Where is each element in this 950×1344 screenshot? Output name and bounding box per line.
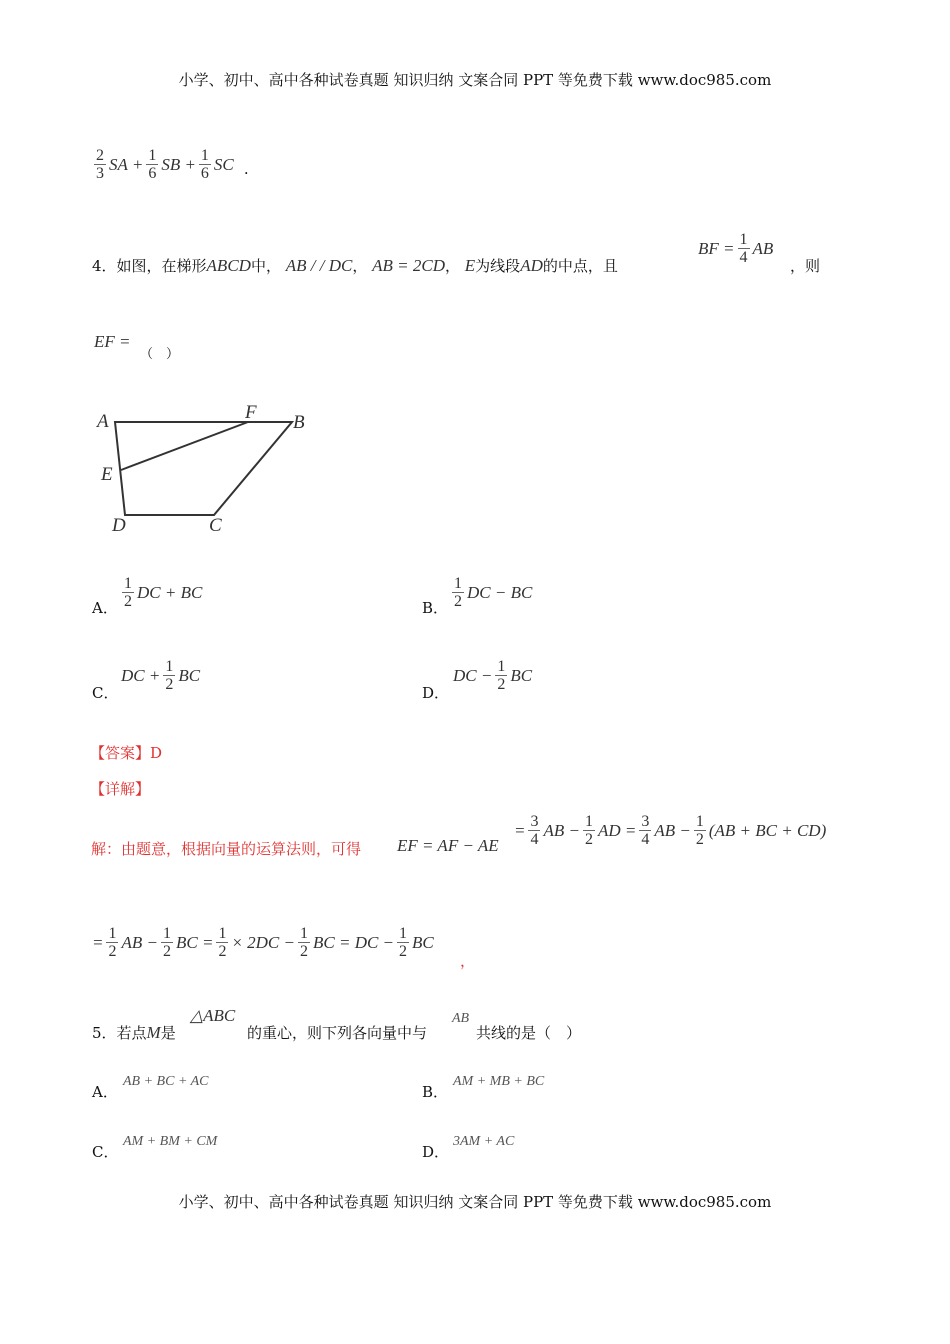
trapezoid-figure [90, 398, 320, 540]
fraction [694, 813, 706, 848]
detail-tag: 【详解】 [90, 780, 151, 798]
q4-option-d-label: D． [422, 684, 450, 702]
q5-option-d-label: D． [422, 1143, 450, 1161]
fraction [583, 813, 595, 848]
math-term: AB − [121, 932, 158, 952]
fraction [106, 925, 118, 960]
math-term: (AB + BC + CD) [708, 820, 827, 840]
math-term: BC [178, 665, 201, 685]
q4-option-a [120, 573, 203, 610]
denominator: 3 [96, 165, 104, 182]
label-c: C [209, 515, 222, 536]
denominator: 2 [497, 676, 506, 693]
label-a: A [97, 411, 109, 432]
fraction [397, 925, 409, 960]
answer-line: 【答案】D [90, 744, 163, 762]
numerator: 1 [584, 813, 593, 830]
q4-option-b-label: B． [422, 599, 449, 617]
denominator: 2 [218, 943, 227, 960]
math-term: BC = [175, 932, 214, 952]
fraction [298, 925, 310, 960]
math-term: = [92, 932, 104, 952]
label-b: B [293, 412, 305, 433]
fraction [495, 658, 507, 693]
page-header: 小学、初中、高中各种试卷真题 知识归纳 文案合同 PPT 等免费下载 www.doc985.com [178, 71, 772, 89]
solution-formula-2 [513, 813, 827, 848]
math-term: BC [510, 665, 533, 685]
numerator: 3 [641, 813, 650, 830]
math-term: × 2DC − [231, 932, 295, 952]
math-term: BC [412, 932, 434, 952]
numerator: 1 [454, 575, 462, 592]
math-term: AD = [597, 820, 637, 840]
numerator: 1 [300, 925, 308, 942]
segment-ef [121, 422, 248, 470]
fraction [94, 147, 106, 182]
numerator: 3 [530, 813, 539, 830]
math-term: DC − BC [467, 582, 533, 602]
numerator: 1 [148, 147, 157, 164]
numerator: 1 [739, 231, 748, 248]
prev-answer-formula: $\frac{2}{3}$ SA + $\frac{1}{6}$ SB + $\frac{1}{6}$ SC . [96, 147, 249, 182]
q5-option-b [452, 1070, 545, 1090]
q5-option-a [122, 1070, 210, 1090]
denominator: 2 [124, 593, 132, 610]
math-term: = [514, 820, 526, 840]
denominator: 2 [300, 943, 308, 960]
q4-ef: EF = [94, 332, 131, 351]
denominator: 2 [165, 676, 174, 693]
denominator: 2 [399, 943, 408, 960]
fraction [738, 231, 750, 266]
math-term: AM + MB + BC [453, 1074, 545, 1089]
denominator: 2 [162, 943, 171, 960]
math-term: AM + BM + CM [123, 1134, 218, 1149]
denominator: 2 [454, 593, 462, 610]
math-term: EF = AF − AE [397, 836, 499, 855]
numerator: 1 [399, 925, 408, 942]
solution-end: ， [460, 952, 476, 970]
fraction [122, 575, 134, 610]
math-term: SB + [161, 154, 196, 174]
denominator: 6 [148, 165, 157, 182]
solution-formula-3 [91, 925, 435, 960]
math-term: AB + BC + AC [123, 1074, 209, 1089]
math-term: 3AM + AC [453, 1134, 515, 1149]
q4-stem-tail: ，则 [790, 257, 821, 275]
q4-option-b [450, 573, 533, 610]
math-term: AB − [543, 820, 580, 840]
q4-option-d [452, 658, 533, 693]
q4-option-a-label: A． [92, 599, 118, 617]
numerator: 1 [497, 658, 506, 675]
q5-option-c-label: C． [92, 1143, 119, 1161]
numerator: 1 [108, 925, 117, 942]
fraction [528, 813, 540, 848]
q5-option-c [122, 1130, 218, 1150]
math-term: SC [213, 154, 234, 174]
page-footer: 小学、初中、高中各种试卷真题 知识归纳 文案合同 PPT 等免费下载 www.doc985.com [178, 1193, 772, 1211]
numerator: 1 [695, 813, 704, 830]
q4-option-c [120, 658, 201, 693]
q5-option-b-label: B． [422, 1083, 449, 1101]
fraction [161, 925, 173, 960]
denominator: 2 [584, 831, 593, 848]
math-term: DC + BC [137, 582, 203, 602]
q4-option-c-label: C． [92, 684, 119, 702]
q5-stem: 5．若点M是 [92, 1023, 176, 1042]
numerator: 1 [200, 147, 209, 164]
fraction [216, 925, 228, 960]
q5-stem-2: 的重心，则下列各向量中与 [247, 1024, 428, 1042]
numerator: 1 [162, 925, 171, 942]
fraction [639, 813, 651, 848]
math-term: BC = DC − [313, 932, 395, 952]
math-term: SA + [109, 154, 144, 174]
label-f: F [245, 402, 257, 423]
denominator: 4 [641, 831, 650, 848]
denominator: 2 [108, 943, 117, 960]
numerator: 1 [218, 925, 227, 942]
q5-option-a-label: A． [92, 1083, 118, 1101]
q5-option-d [452, 1130, 515, 1150]
math-term: AB − [654, 820, 691, 840]
math-term: BF = [698, 238, 735, 258]
numerator: 1 [165, 658, 174, 675]
math-term: AB [752, 238, 774, 258]
label-e: E [101, 464, 113, 485]
q5-ab: AB [452, 1011, 470, 1026]
solution-text: 解：由题意，根据向量的运算法则，可得 [91, 840, 362, 858]
q4-blank: （ ） [140, 347, 180, 362]
q5-stem-3: 共线的是（ ） [476, 1024, 582, 1042]
denominator: 2 [695, 831, 704, 848]
solution-formula-1 [396, 836, 500, 856]
q4-bf-formula [697, 231, 774, 266]
numerator: 1 [124, 575, 132, 592]
q5-triangle: △ABC [190, 1006, 236, 1025]
math-term: DC − [453, 665, 493, 685]
denominator: 4 [530, 831, 539, 848]
q4-stem: 4．如图，在梯形ABCD中， AB / / DC， AB = 2CD， E为线段AD的中点，且 [92, 256, 618, 275]
fraction [199, 147, 211, 182]
fraction [452, 575, 464, 610]
denominator: 6 [200, 165, 209, 182]
label-d: D [112, 515, 126, 536]
fraction [146, 147, 158, 182]
denominator: 4 [739, 249, 748, 266]
numerator: 2 [96, 147, 104, 164]
math-term: DC + [121, 665, 161, 685]
trapezoid-abcd [115, 422, 292, 515]
answer-value: D [150, 744, 163, 762]
fraction [163, 658, 175, 693]
